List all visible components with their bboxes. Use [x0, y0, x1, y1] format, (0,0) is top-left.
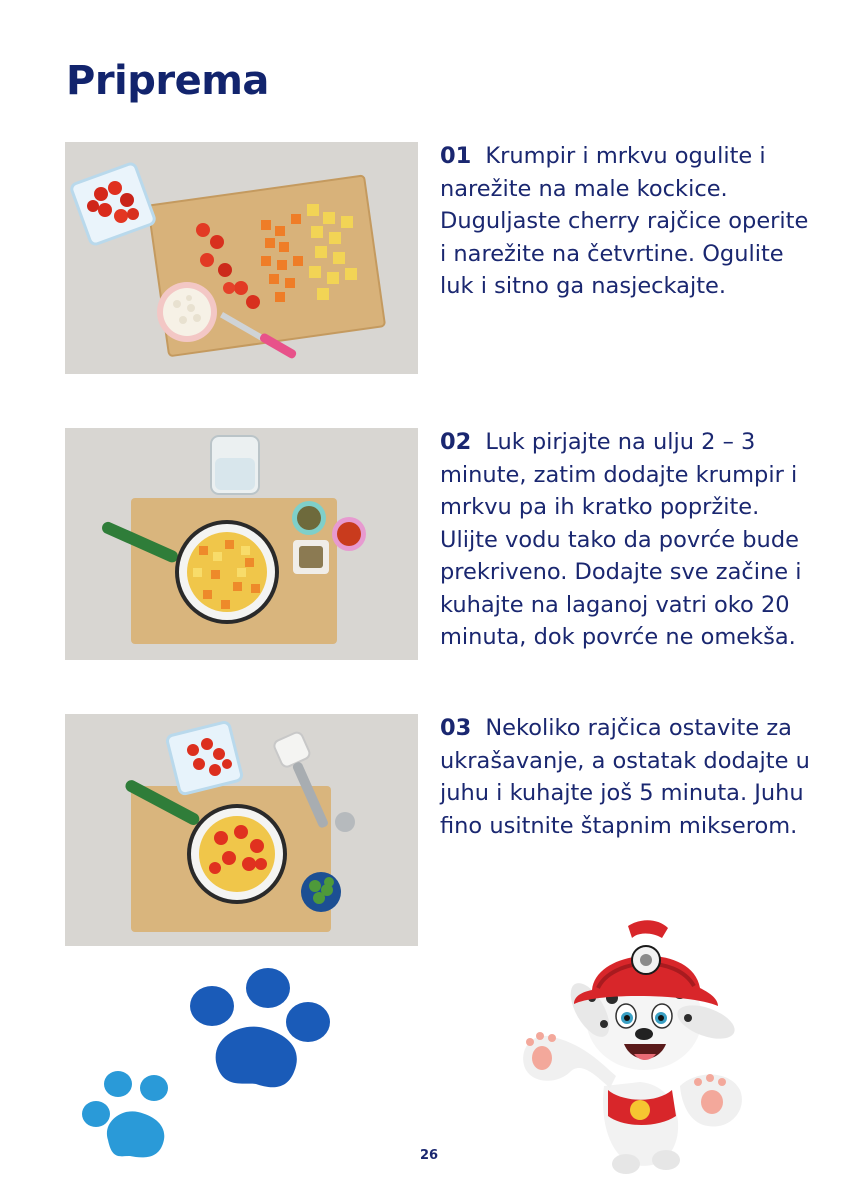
step-2-instructions: Luk pirjajte na ulju 2 – 3 minute, zatim dodajte krumpir i mrkvu pa ih kratko popržite. Ulijte vodu tako da povrće bude prekriveno. Dodajte sve začine i kuhajte na laganoj vatri oko 20 minuta, dok povrće ne omekša.: [440, 429, 802, 650]
page-title: Priprema: [66, 58, 269, 104]
paw-print-small-icon: [80, 1070, 176, 1160]
step-2-number: 02: [440, 429, 472, 455]
step-1-number: 01: [440, 143, 472, 169]
step-1-photo: [65, 142, 418, 374]
step-3-photo: [65, 714, 418, 946]
dalmatian-pup-illustration: [512, 918, 752, 1180]
step-3-text: [440, 712, 815, 842]
step-1-instructions: Krumpir i mrkvu ogulite i narežite na male kockice. Duguljaste cherry rajčice operite i narežite na četvrtine. Ogulite luk i sitno ga nasjeckajte.: [440, 143, 809, 299]
step-3-number: 03: [440, 715, 472, 741]
page-number: 26: [419, 1148, 439, 1163]
step-2-text: [440, 426, 815, 654]
step-1-text: [440, 140, 815, 303]
step-3-instructions: Nekoliko rajčica ostavite za ukrašavanje, a ostatak dodajte u juhu i kuhajte još 5 minuta. Juhu fino usitnite štapnim mikserom.: [440, 715, 810, 839]
step-2-photo: [65, 428, 418, 660]
paw-print-large-icon: [186, 966, 332, 1098]
